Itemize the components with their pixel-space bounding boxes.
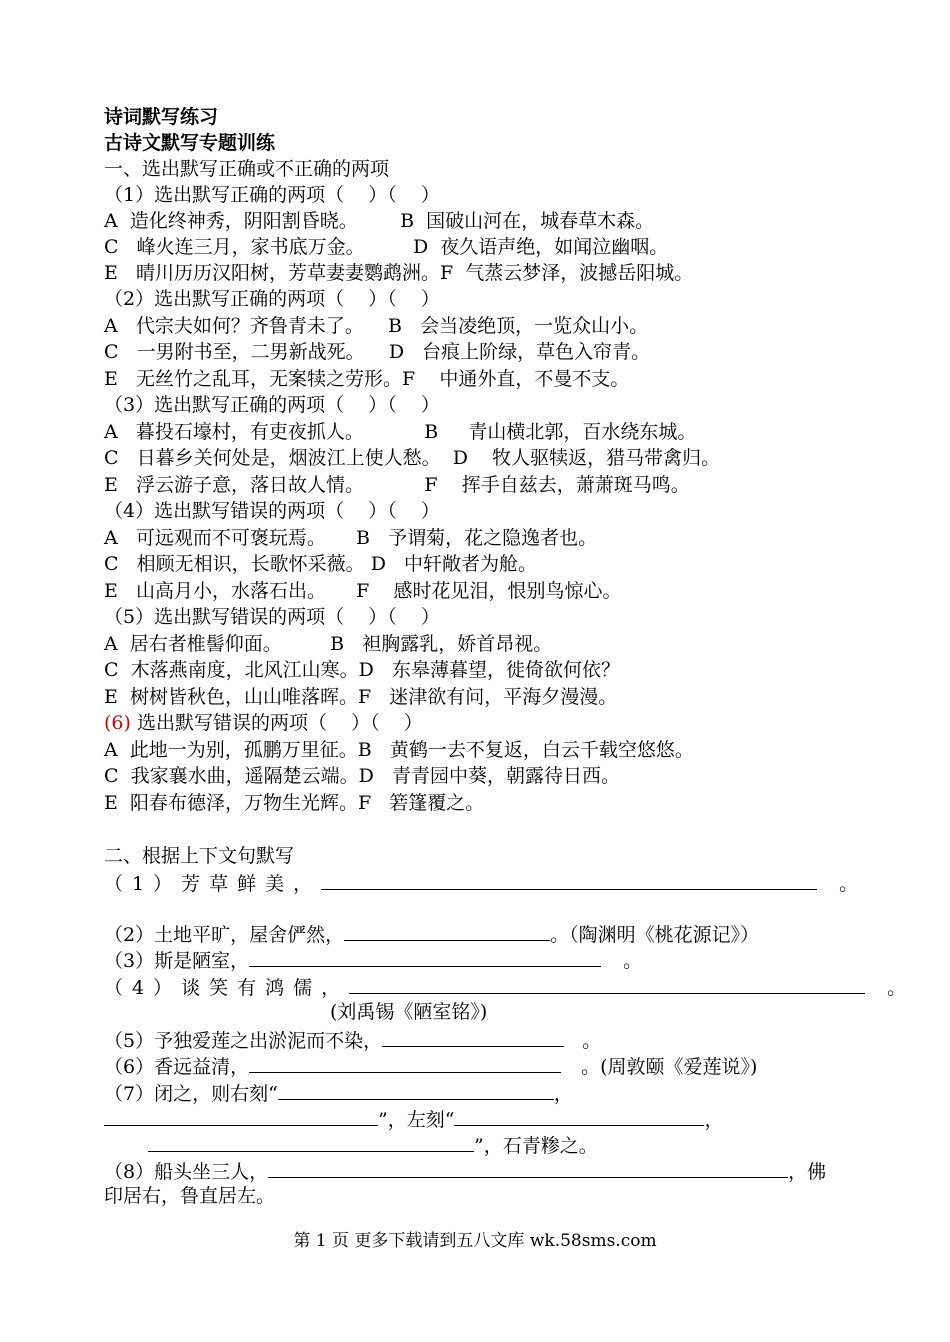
- answer-blank[interactable]: [454, 1105, 704, 1126]
- option-line: C 相顾无相识，长歌怀采薇。 D 中轩敞者为舱。: [104, 553, 538, 575]
- answer-blank[interactable]: [268, 1157, 788, 1178]
- question-prompt: （2）选出默写正确的两项（ ）（ ）: [104, 288, 440, 310]
- question-prompt: （3）选出默写正确的两项（ ）（ ）: [104, 394, 440, 416]
- answer-blank[interactable]: [349, 973, 865, 994]
- fill-q7: （7）闭之，则右刻“ ，: [104, 1079, 573, 1107]
- answer-blank[interactable]: [148, 1131, 474, 1152]
- option-line: C 一男附书至，二男新战死。 D 台痕上阶绿，草色入帘青。: [104, 341, 651, 363]
- section1-heading: 一、选出默写正确或不正确的两项: [104, 158, 390, 180]
- fill-q4: （4）谈笑有鸿儒， 。: [104, 973, 906, 1001]
- option-line: A 居右者椎髻仰面。 B 袒胸露乳，娇首昂视。: [104, 633, 553, 655]
- fill-q3: （3）斯是陋室， 。: [104, 946, 642, 974]
- option-line: E 无丝竹之乱耳，无案犊之劳形。F 中通外直，不曼不支。: [104, 368, 630, 390]
- option-line: C 我家襄水曲，遥隔楚云端。D 青青园中葵，朝露待日西。: [104, 765, 620, 787]
- option-line: C 峰火连三月，家书底万金。 D 夜久语声绝，如闻泣幽咽。: [104, 236, 669, 258]
- question-prompt: （5）选出默写错误的两项（ ）（ ）: [104, 606, 440, 628]
- option-line: A 暮投石壕村，有吏夜抓人。 B 青山横北郭，百水绕东城。: [104, 421, 697, 443]
- question-prompt: （1）选出默写正确的两项（ ）（ ）: [104, 184, 440, 206]
- fill-q8-cont: 印居右，鲁直居左。: [104, 1185, 276, 1207]
- fill-q7-tail: ”，石青糁之。: [148, 1131, 598, 1159]
- option-line: E 山高月小，水落石出。 F 感时花见泪，恨别鸟惊心。: [104, 580, 622, 602]
- doc-subtitle: 古诗文默写专题训练: [104, 132, 276, 154]
- answer-blank[interactable]: [344, 920, 550, 941]
- fill-q7-cont: ”，左刻“ ，: [104, 1105, 723, 1133]
- page-footer: 第 1 页 更多下载请到五八文库 wk.58sms.com: [293, 1231, 657, 1251]
- fill-q8: （8）船头坐三人， ，佛: [104, 1157, 826, 1185]
- question-prompt: （4）选出默写错误的两项（ ）（ ）: [104, 500, 440, 522]
- option-line: E 晴川历历汉阳树，芳草妻妻鹦鹉洲。F 气蒸云梦泽，波撼岳阳城。: [104, 262, 694, 284]
- answer-blank[interactable]: [382, 1026, 564, 1047]
- option-line: A 造化终神秀，阴阳割昏晓。 B 国破山河在，城春草木森。: [104, 210, 655, 232]
- fill-q2: （2）土地平旷，屋舍俨然， 。（陶渊明《桃花源记》）: [104, 920, 759, 948]
- fill-q1: （1）芳草鲜美， 。: [104, 869, 858, 897]
- question-number: (6): [104, 712, 131, 734]
- answer-blank[interactable]: [104, 1105, 378, 1126]
- question-prompt-text: 选出默写错误的两项（ ）（ ）: [130, 712, 423, 734]
- option-line: A 代宗夫如何？齐鲁青未了。 B 会当凌绝顶，一览众山小。: [104, 315, 649, 337]
- option-line: E 浮云游子意，落日故人情。 F 挥手自兹去，萧萧斑马鸣。: [104, 474, 690, 496]
- answer-blank[interactable]: [249, 946, 601, 967]
- answer-blank[interactable]: [321, 869, 817, 890]
- option-line: E 树树皆秋色，山山唯落晖。F 迷津欲有问，平海夕漫漫。: [104, 686, 618, 708]
- answer-blank[interactable]: [278, 1079, 554, 1100]
- answer-blank[interactable]: [249, 1052, 561, 1073]
- fill-q6: （6）香远益清， 。(周敦颐《爱莲说》): [104, 1052, 757, 1080]
- option-line: A 可远观而不可褒玩焉。 B 予谓菊，花之隐逸者也。: [104, 527, 598, 549]
- option-line: E 阳春布德泽，万物生光辉。F 箬篷覆之。: [104, 792, 485, 814]
- question-prompt: [104, 710, 423, 736]
- doc-title: 诗词默写练习: [104, 106, 219, 128]
- option-line: C 日暮乡关何处是，烟波江上使人愁。 D 牧人驱犊返，猎马带禽归。: [104, 447, 721, 469]
- fill-q5: （5）予独爱莲之出淤泥而不染， 。: [104, 1026, 601, 1054]
- option-line: C 木落燕南度，北风江山寒。D 东皋薄暮望，徙倚欲何依？: [104, 659, 620, 681]
- section2-heading: 二、根据上下文句默写: [104, 845, 295, 867]
- source-citation: (刘禹锡《陋室铭》): [330, 1001, 488, 1023]
- option-line: A 此地一为别，孤鹏万里征。B 黄鹤一去不复返，白云千载空悠悠。: [104, 739, 694, 761]
